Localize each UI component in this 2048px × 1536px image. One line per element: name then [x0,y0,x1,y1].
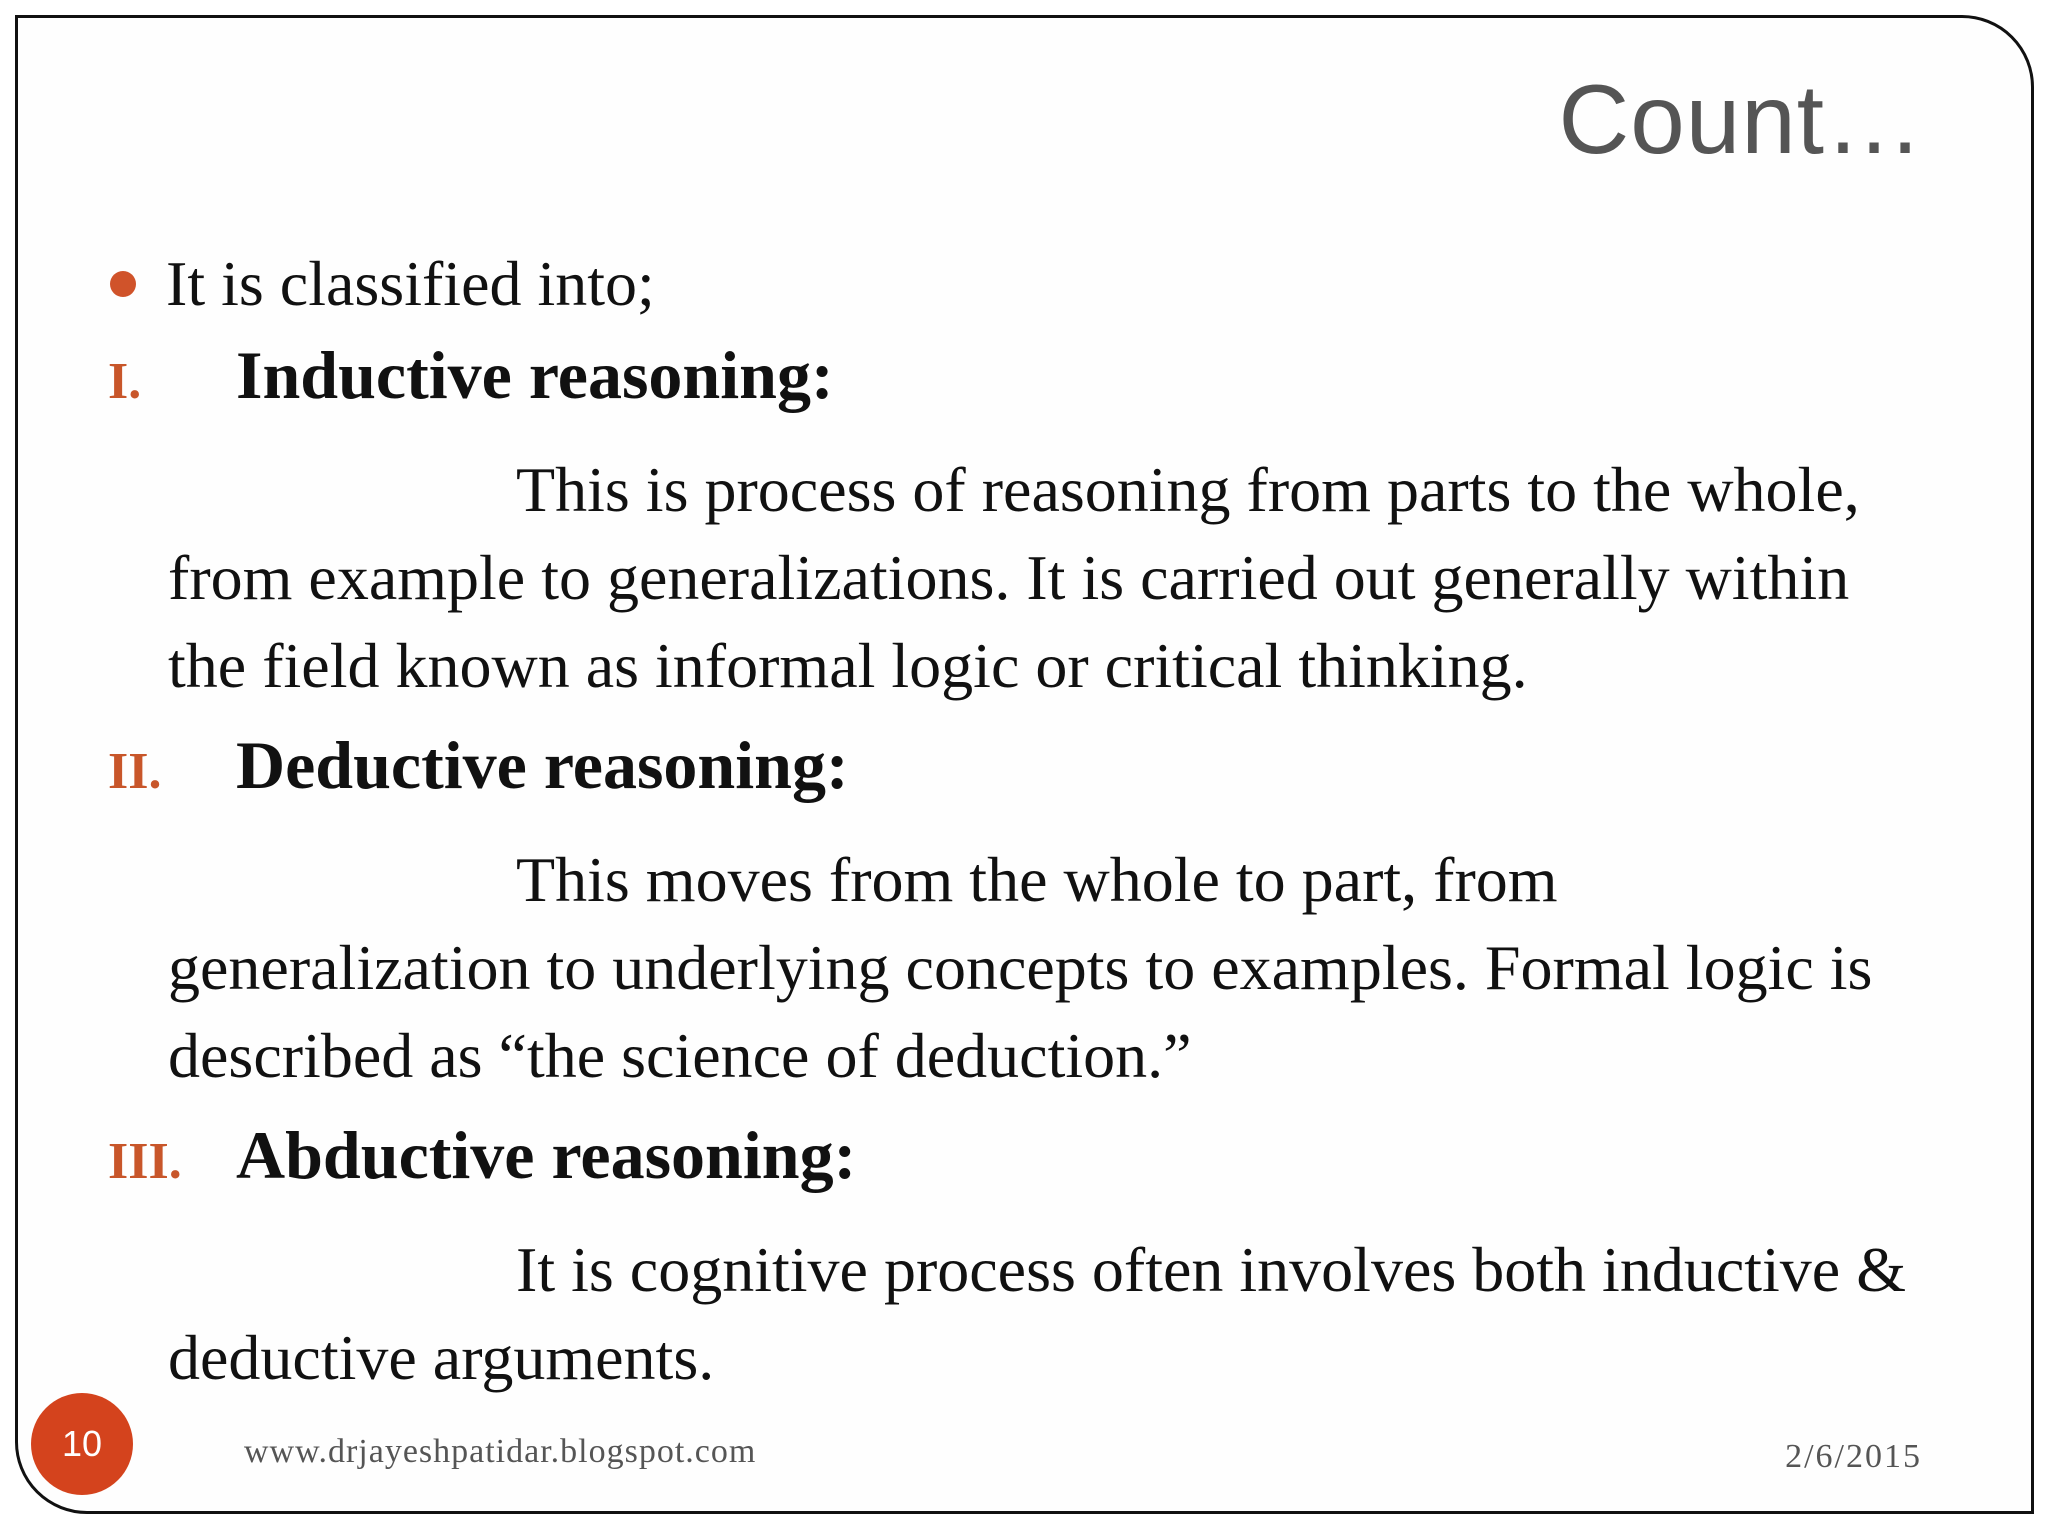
section-heading: Deductive reasoning: [236,727,849,803]
section-abductive-heading [108,1116,856,1195]
section-inductive-heading [108,336,834,415]
intro-bullet [110,240,655,328]
page-number-badge: 10 [31,1393,133,1495]
bullet-icon [110,271,136,297]
slide-title: Count… [1558,64,1924,174]
section-heading: Abductive reasoning: [236,1117,857,1193]
section-numeral: III. [108,1133,182,1190]
intro-text: It is classified into; [166,248,655,319]
footer-url: www.drjayeshpatidar.blogspot.com [244,1433,757,1470]
section-deductive-heading [108,726,849,805]
slide-frame [15,15,2034,1514]
section-numeral: I. [108,353,142,410]
footer-date: 2/6/2015 [1785,1438,1922,1475]
section-abductive-text: It is cognitive process often involves both inductive & deductive arguments. [168,1234,1906,1393]
section-inductive-text: This is process of reasoning from parts to the whole, from example to generalizations. It is carried out generally within the field known as informal logic or critical thinking. [168,454,1860,701]
section-numeral: II. [108,743,162,800]
section-heading: Inductive reasoning: [236,337,834,413]
section-deductive-text: This moves from the whole to part, from generalization to underlying concepts to examples. Formal logic is described as “the science of deduction.” [168,844,1873,1091]
